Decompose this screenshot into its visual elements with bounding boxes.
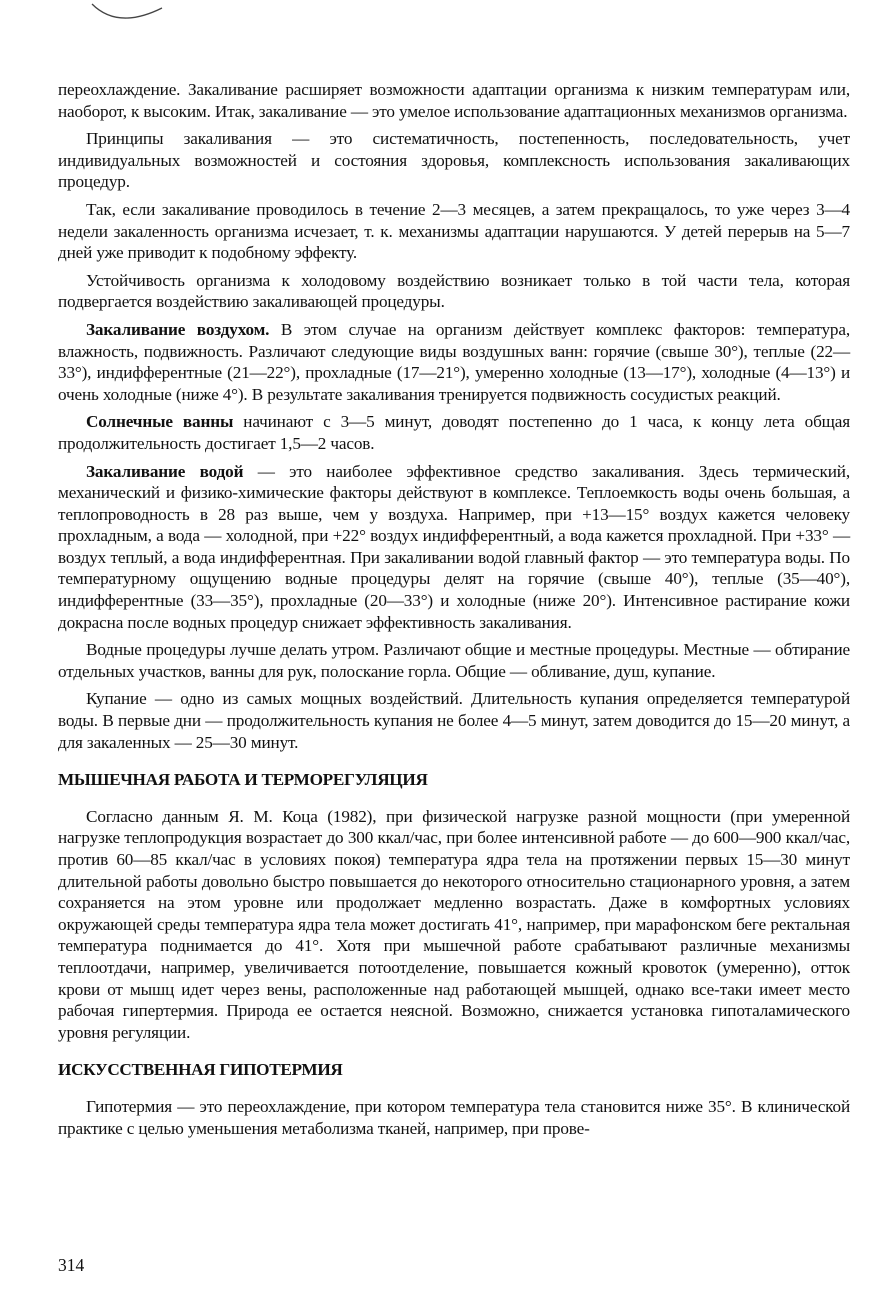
section-heading-muscle-work: МЫШЕЧНАЯ РАБОТА И ТЕРМОРЕГУЛЯЦИЯ <box>58 770 428 790</box>
paragraph-1 <box>58 79 850 122</box>
paragraph-text: Купание — одно из самых мощных воздействий. Длительность купания определяется температурой воды. В первые дни — продолжительность купания не более 4—5 минут, затем доводится до 15—20 минут, а для закаленных — 25—30 минут. <box>58 689 850 752</box>
paragraph-11 <box>58 1096 850 1139</box>
paragraph-10 <box>58 806 850 1044</box>
paragraph-text: В этом случае на организм действует комплекс факторов: температура, влажность, подвижность. Различают следующие виды воздушных ванн: горячие (свыше 30°), теплые (22—33°), индифферентные (21—22°), прохладные (17—21°), умеренно холодные (13—17°), холодные (4—13°) и очень холодные (ниже 4°). В результате закаливания тренируется подвижность сосудистых реакций. <box>58 319 850 404</box>
page-body <box>58 79 850 1145</box>
page-number: 314 <box>58 1255 85 1275</box>
paragraph-text: Так, если закаливание проводилось в течение 2—3 месяцев, а затем прекращалось, то уже через 3—4 недели закаленность организма исчезает, т. к. механизмы адаптации нарушаются. У детей перерыв на 5—7 дней уже приводит к подобному эффекту. <box>58 199 850 263</box>
paragraph-5 <box>58 319 850 405</box>
paragraph-6 <box>58 411 850 454</box>
paragraph-text: — это наиболее эффективное средство закаливания. Здесь термический, механический и физико-химические факторы действуют в комплексе. Теплоемкость воды очень большая, а теплопроводность в 28 раз выше, чем у воздуха. Например, при +13—15° воздух кажется человеку прохладным, а вода — холодной, при +22° воздух индифферентный, а вода кажется прохладной. При +33° — воздух теплый, а вода индифферентная. При закаливании водой главный фактор — это температура воды. По температурному ощущению водные процедуры делят на горячие (свыше 40°), теплые (35—40°), индифферентные (33—35°), прохладные (20—33°) и холодные (ниже 20°). Интенсивное растирание кожи докрасна после водных процедур снижает эффективность закаливания. <box>58 461 850 632</box>
paragraph-lead: Закаливание воздухом. <box>86 319 270 339</box>
paragraph-2 <box>58 128 850 193</box>
section-heading-hypothermia: ИСКУССТВЕННАЯ ГИПОТЕРМИЯ <box>58 1060 343 1080</box>
paragraph-8 <box>58 639 850 682</box>
paragraph-text: Устойчивость организма к холодовому воздействию возникает только в той части тела, которая подвергается воздействию закаливающей процедуры. <box>58 270 850 312</box>
paragraph-9 <box>58 688 850 753</box>
paragraph-text: Водные процедуры лучше делать утром. Различают общие и местные процедуры. Местные — обтирание отдельных участков, ванны для рук, полоскание горла. Общие — обливание, душ, купание. <box>58 640 850 681</box>
scan-artifact-curve <box>88 0 168 26</box>
paragraph-lead: Закаливание водой <box>86 461 244 481</box>
paragraph-text: Согласно данным Я. М. Коца (1982), при физической нагрузке разной мощности (при умеренной нагрузке теплопродукция возрастает до 300 ккал/час, при более интенсивной работе — до 600—900 ккал/час, против 60—85 ккал/час в условиях покоя) температура ядра тела на протяжении первых 15—30 минут длительной работы довольно быстро повышается до некоторого относительно стационарного уровня, а затем сохраняется на этом уровне или продолжает медленно возрастать. Даже в комфортных условиях окружающей среды температура ядра тела может достигать 41°, например, при марафонском беге ректальная температура поднимается до 41°. Хотя при мышечной работе срабатывают различные механизмы теплоотдачи, например, увеличивается потоотделение, повышается кожный кровоток (умеренно), отток крови от мышц идет через вены, расположенные над работающей мышцей, однако все-таки имеет место рабочая гипертермия. Природа ее остается неясной. Возможно, снижается установка гипоталамического уровня регуляции. <box>58 806 850 1042</box>
paragraph-text: переохлаждение. Закаливание расширяет возможности адаптации организма к низким температурам или, наоборот, к высоким. Итак, закаливание — это умелое использование адаптационных механизмов организма. <box>58 80 850 121</box>
paragraph-text: начинают с 3—5 минут, доводят постепенно до 1 часа, к концу лета общая продолжительность достигает 1,5—2 часов. <box>58 412 850 453</box>
paragraph-text: Гипотермия — это переохлаждение, при котором температура тела становится ниже 35°. В клинической практике с целью уменьшения метаболизма тканей, например, при прове- <box>58 1096 850 1138</box>
paragraph-7 <box>58 461 850 634</box>
paragraph-4 <box>58 270 850 313</box>
paragraph-text: Принципы закаливания — это систематичность, постепенность, последовательность, учет индивидуальных возможностей и состояния здоровья, комплексность использования закаливающих процедур. <box>58 129 850 192</box>
paragraph-3 <box>58 199 850 264</box>
paragraph-lead: Солнечные ванны <box>86 412 234 432</box>
